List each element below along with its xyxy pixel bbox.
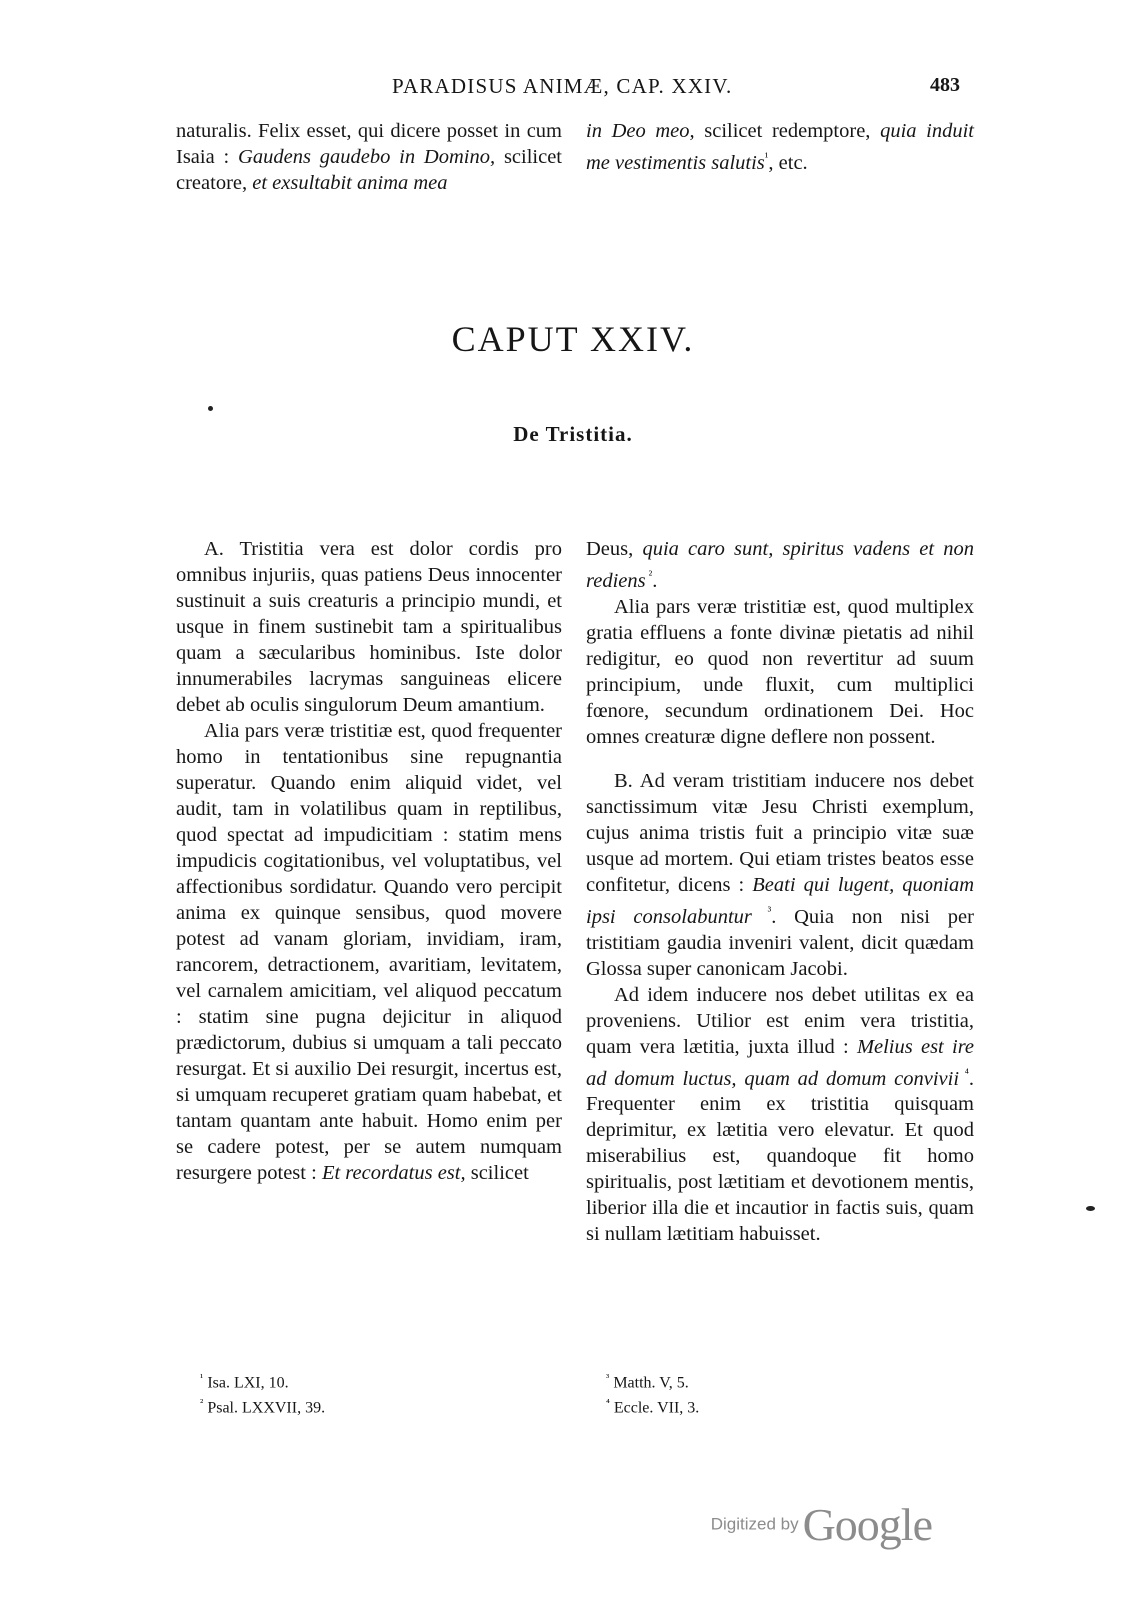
top-right-column: [586, 118, 974, 176]
italic-text: Et recordatus est,: [321, 1162, 466, 1184]
text-run: Alia pars veræ tristitiæ est, quod frequenter homo in tentationibus sine repugnantia superatur. Quando enim aliquid videt, vel audit, tam in volatilibus quam in reptilibus, quod spectat ad impudicitiam : statim mens impudicis cogitationibus, vel voluptatibus, vel affectionibus sordidatur. Quando vero percipit anima ex quinque sensibus, quod movere potest ad vanam gloriam, invidiam, iram, rancorem, detractionem, avaritiam, levitatem, vel carnalem amicitiam, vel aliquod peccatum : statim sine pugna dejicitur in aliquod prædictorum, dubius si umquam a tali peccato resurgat. Et si auxilio Dei resurgit, incertus est, si umquam recuperet gratiam quam habebat, et tantam quantam ante habuit. Homo enim per se cadere potest, per se autem numquam resurgere potest :: [176, 720, 562, 1184]
italic-text: Beati qui lugent, quoniam ipsi consolabuntur: [586, 873, 975, 928]
text-run: B. Ad veram tristitiam inducere nos debet sanctissimum vitæ Jesu Christi exemplum, cujus anima tristis fuit a principio vitæ suæ usque ad mortem. Qui etiam tristes beatos esse confitetur, dicens :: [586, 769, 974, 896]
footnote: [606, 1393, 699, 1418]
paragraph: [586, 768, 974, 982]
paragraph: [586, 536, 974, 594]
top-left-paragraph: [176, 118, 562, 196]
print-speck: [208, 406, 213, 411]
footnote-ref: ²: [645, 568, 653, 582]
text-run: naturalis. Felix esset, qui dicere posset in cum Isaia :: [176, 120, 562, 168]
watermark-brand: Google: [802, 1499, 932, 1550]
footnote: [606, 1368, 699, 1393]
footnotes-right: [606, 1368, 699, 1419]
italic-text: quia induit me vestimentis salutis: [586, 120, 974, 174]
italic-text: quia caro sunt, spiritus vadens et non rediens: [586, 538, 974, 592]
page-number: 483: [930, 74, 960, 96]
top-right-paragraph: [586, 118, 974, 176]
text-run: Alia pars veræ tristitiæ est, quod multiplex gratia effluens a fonte divinæ pietatis ad nihil redigitur, eo quod non revertitur ad suum principium, unde fluxit, cum multiplici fœnore, secundum ordinationem Dei. Hoc omnes creaturæ digne deflere non possent.: [586, 595, 974, 748]
footnote: [200, 1393, 325, 1418]
footnote-text: Matth. V, 5.: [609, 1374, 689, 1392]
footnote-text: Eccle. VII, 3.: [609, 1399, 700, 1417]
watermark-prefix: Digitized by: [710, 1514, 799, 1534]
text-run: Ad idem inducere nos debet utilitas ex ea proveniens. Utilior est enim vera tristitia, quam vera lætitia, juxta illud :: [586, 983, 974, 1058]
paragraph: [586, 982, 974, 1248]
italic-text: et exsultabit anima mea: [252, 172, 448, 194]
paragraph: [176, 536, 562, 718]
footnote-ref: ¹: [764, 150, 769, 164]
footnote-mark: ²: [200, 1397, 204, 1410]
digitized-watermark: [711, 1498, 932, 1551]
footnote-text: Psal. LXXVII, 39.: [203, 1399, 326, 1417]
text-run: .: [652, 569, 658, 592]
footnote-mark: ³: [606, 1372, 610, 1384]
footnote-mark: ¹: [200, 1372, 204, 1384]
paragraph: [176, 718, 562, 1186]
text-run: , etc.: [768, 151, 808, 174]
italic-text: Gaudens gaudebo in Domino,: [238, 146, 496, 168]
body-right-column: [586, 536, 974, 1247]
footnote-ref: ³: [751, 903, 772, 918]
text-run: scilicet: [465, 1162, 529, 1184]
text-run: Deus,: [586, 538, 643, 560]
footnotes-left: [200, 1368, 325, 1419]
footnote-text: Isa. LXI, 10.: [203, 1374, 289, 1392]
chapter-title: CAPUT XXIV.: [451, 319, 695, 359]
footnote-ref: ⁴: [959, 1065, 969, 1080]
body-left-column: [176, 536, 562, 1186]
footnote: [200, 1368, 325, 1393]
top-left-column: [176, 118, 562, 196]
running-title: PARADISUS ANIMÆ, CAP. XXIV.: [392, 74, 733, 98]
text-run: . Quia non nisi per tristitiam gaudia inveniri valent, dicit quædam Glossa super canonicam Jacobi.: [586, 905, 974, 980]
paragraph: [586, 594, 974, 750]
italic-text: Melius est ire ad domum luctus, quam ad domum convivii: [586, 1035, 975, 1090]
print-speck: [1086, 1206, 1095, 1211]
chapter-subtitle: De Tristitia.: [513, 422, 633, 446]
footnote-mark: ⁴: [606, 1397, 610, 1410]
italic-text: in Deo meo,: [586, 120, 695, 142]
text-run: scilicet creatore,: [176, 146, 563, 194]
text-run: scilicet redemptore,: [694, 120, 881, 142]
text-run: A. Tristitia vera est dolor cordis pro omnibus injuriis, quas patiens Deus innocenter sustinuit a suis creaturis a principio mundi, et usque in finem sustinebit tam a spiritualibus quam a sæcularibus hominibus. Iste dolor innumerabiles lacrymas sanguineas elicere debet ab oculis singulorum Deum amantium.: [176, 538, 562, 716]
text-run: . Frequenter enim ex tristitia quisquam deprimitur, ex lætitia vero elevatur. Et quod miserabilius est, quandoque fit homo spiritualis, post lætitiam et devotionem mentis, liberior illa die et incautior in factis suis, quam si nullam lætitiam habuisset.: [586, 1067, 975, 1246]
